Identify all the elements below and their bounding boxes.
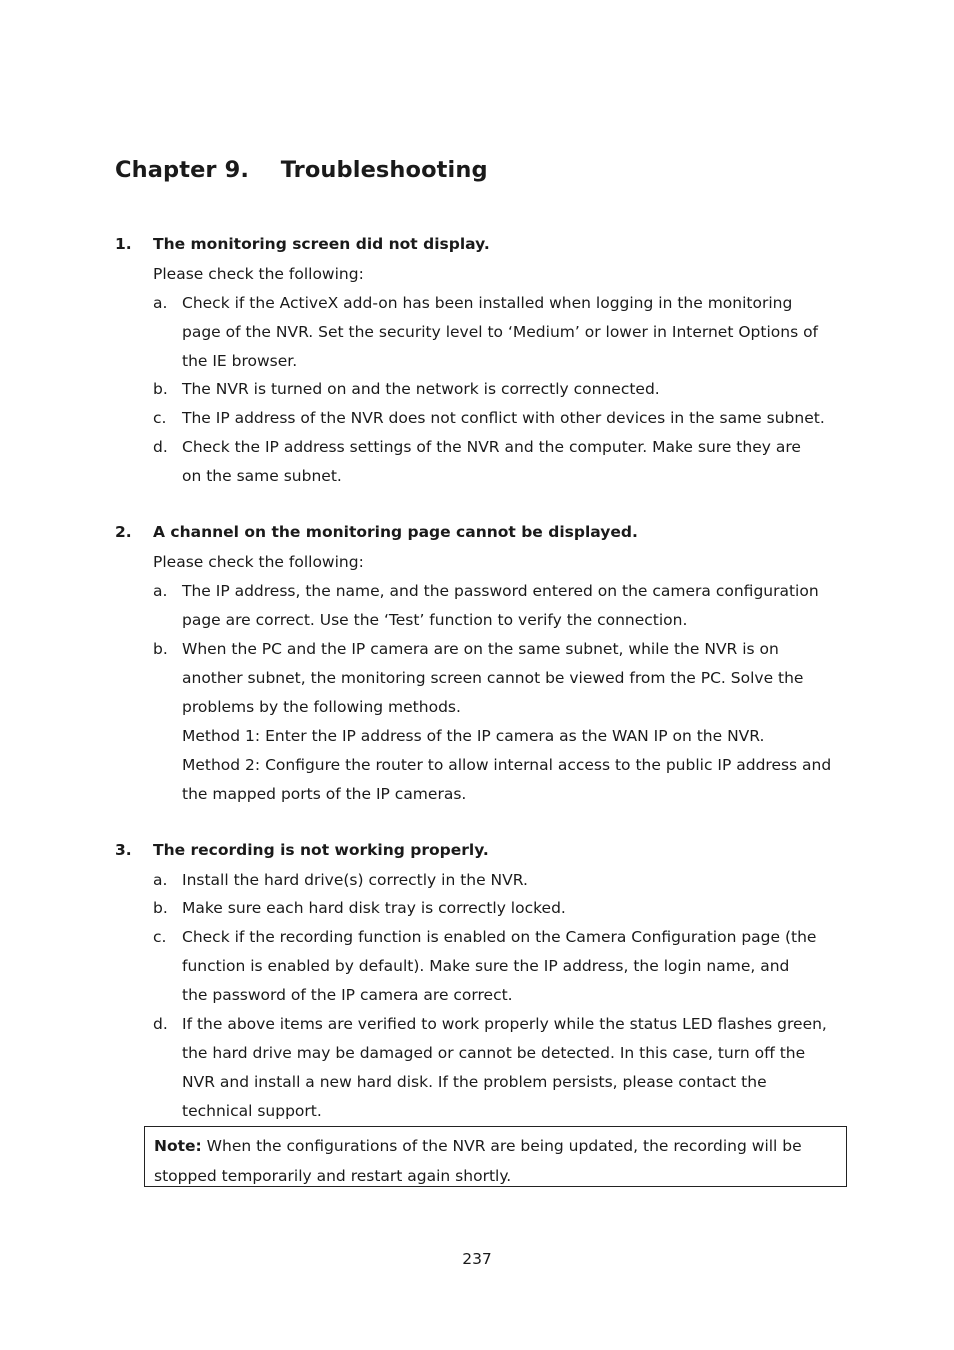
list-item: Make sure each hard disk tray is correctly locked. bbox=[182, 899, 566, 917]
section-title: The recording is not working properly. bbox=[153, 841, 489, 859]
item-marker: d. bbox=[153, 438, 168, 456]
page-number: 237 bbox=[462, 1250, 492, 1268]
item-marker: a. bbox=[153, 871, 168, 889]
chapter-title: Chapter 9. Troubleshooting bbox=[115, 157, 488, 183]
section-number: 3. bbox=[115, 841, 132, 859]
item-marker: b. bbox=[153, 380, 168, 398]
item-marker: d. bbox=[153, 1015, 168, 1033]
item-marker: c. bbox=[153, 409, 167, 427]
section-heading bbox=[115, 841, 489, 859]
section-title: The monitoring screen did not display. bbox=[153, 235, 490, 253]
list-item: Check the IP address settings of the NVR and the computer. Make sure they are on the same subnet. bbox=[182, 438, 801, 485]
section-heading bbox=[115, 235, 490, 253]
note-text: When the configurations of the NVR are being updated, the recording will be stopped temporarily and restart again shortly. bbox=[154, 1137, 802, 1185]
section-title: A channel on the monitoring page cannot be displayed. bbox=[153, 523, 638, 541]
list-item: The NVR is turned on and the network is correctly connected. bbox=[182, 380, 660, 398]
item-marker: a. bbox=[153, 294, 168, 312]
note-label: Note: bbox=[154, 1137, 202, 1155]
section-number: 1. bbox=[115, 235, 132, 253]
list-item: When the PC and the IP camera are on the same subnet, while the NVR is on another subnet, the monitoring screen cannot be viewed from the PC. Solve the problems by the following methods. Method 1: Enter the IP address of the IP camera as the WAN IP on the NVR. Method 2: Configure the router to allow internal access to the public IP address and the mapped ports of the IP cameras. bbox=[182, 640, 832, 803]
list-item: Check if the recording function is enabled on the Camera Configuration page (the function is enabled by default). Make sure the IP address, the login name, and the password of the IP camera are correct. bbox=[182, 928, 817, 1004]
list-item: Install the hard drive(s) correctly in the NVR. bbox=[182, 871, 528, 889]
list-item: The IP address of the NVR does not conflict with other devices in the same subnet. bbox=[182, 409, 825, 427]
list-item: If the above items are verified to work properly while the status LED flashes green, the hard drive may be damaged or cannot be detected. In this case, turn off the NVR and install a new hard disk. If the problem persists, please contact the technical support. bbox=[182, 1015, 827, 1120]
section-heading bbox=[115, 523, 638, 541]
note-box bbox=[144, 1126, 847, 1187]
section-intro: Please check the following: bbox=[153, 553, 364, 571]
item-marker: a. bbox=[153, 582, 168, 600]
item-marker: c. bbox=[153, 928, 167, 946]
section-intro: Please check the following: bbox=[153, 265, 364, 283]
list-item: Check if the ActiveX add-on has been installed when logging in the monitoring page of the NVR. Set the security level to ‘Medium’ or lower in Internet Options of the IE browser. bbox=[182, 294, 819, 370]
item-marker: b. bbox=[153, 899, 168, 917]
list-item: The IP address, the name, and the password entered on the camera configuration page are correct. Use the ‘Test’ function to verify the connection. bbox=[182, 582, 819, 629]
section-number: 2. bbox=[115, 523, 132, 541]
item-marker: b. bbox=[153, 640, 168, 658]
